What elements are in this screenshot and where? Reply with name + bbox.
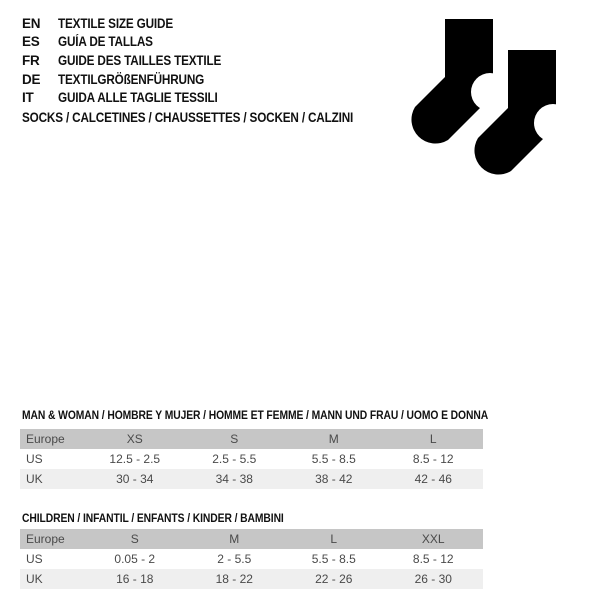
language-row-de [22, 70, 246, 89]
socks-icon [400, 0, 600, 190]
table-row-uk [20, 569, 483, 589]
size-table-children [20, 529, 483, 589]
size-table-adults [20, 429, 483, 489]
size-table-title-text: CHILDREN / INFANTIL / ENFANTS / KINDER / BAMBINI [22, 511, 284, 525]
size-value-cell: 5.5 - 8.5 [311, 552, 356, 566]
row-label-us: US [26, 452, 43, 466]
row-label-uk: UK [26, 572, 43, 586]
language-code: ES [22, 34, 40, 50]
language-code: FR [22, 52, 40, 68]
size-value-cell: 26 - 30 [414, 572, 452, 586]
language-label: GUIDA ALLE TAGLIE TESSILI [58, 90, 218, 106]
language-label: TEXTILGRÖßENFÜHRUNG [58, 71, 205, 87]
size-value-cell: 5.5 - 8.5 [311, 452, 356, 466]
table-header-row [20, 429, 483, 449]
category-line [22, 110, 403, 126]
table-header-row [20, 529, 483, 549]
size-value-cell: 22 - 26 [315, 572, 353, 586]
language-code: DE [22, 71, 41, 87]
language-row-fr [22, 51, 246, 70]
row-label-us: US [26, 552, 43, 566]
column-header-s: S [130, 532, 139, 546]
size-value-cell: 8.5 - 12 [412, 452, 454, 466]
category-line-text: SOCKS / CALCETINES / CHAUSSETTES / SOCKEN / CALZINI [22, 110, 354, 125]
table-row-uk [20, 469, 483, 489]
column-header-l: L [330, 532, 338, 546]
language-label: GUÍA DE TALLAS [58, 34, 153, 50]
size-value-cell: 0.05 - 2 [114, 552, 156, 566]
language-list [22, 14, 246, 107]
size-value-cell: 30 - 34 [116, 472, 154, 486]
size-value-cell: 42 - 46 [414, 472, 452, 486]
size-value-cell: 2.5 - 5.5 [212, 452, 257, 466]
row-label-uk: UK [26, 472, 43, 486]
column-header-europe: Europe [26, 532, 65, 546]
size-value-cell: 16 - 18 [116, 572, 154, 586]
column-header-s: S [230, 432, 239, 446]
size-value-cell: 18 - 22 [215, 572, 253, 586]
language-label: TEXTILE SIZE GUIDE [58, 15, 173, 31]
table-row-us [20, 449, 483, 469]
size-value-cell: 12.5 - 2.5 [109, 452, 161, 466]
language-row-en [22, 14, 246, 33]
size-table-title-adults [22, 408, 564, 422]
language-code: IT [22, 90, 34, 106]
column-header-m: M [328, 432, 339, 446]
size-value-cell: 34 - 38 [215, 472, 253, 486]
size-value-cell: 2 - 5.5 [217, 552, 252, 566]
size-table-title-children [22, 511, 326, 525]
column-header-m: M [229, 532, 240, 546]
size-table-title-text: MAN & WOMAN / HOMBRE Y MUJER / HOMME ET FEMME / MANN UND FRAU / UOMO E DONNA [22, 408, 489, 422]
column-header-xs: XS [126, 432, 143, 446]
language-row-es [22, 33, 246, 52]
language-row-it [22, 88, 246, 107]
language-label: GUIDE DES TAILLES TEXTILE [58, 52, 222, 68]
column-header-xxl: XXL [421, 532, 445, 546]
table-row-us [20, 549, 483, 569]
size-value-cell: 8.5 - 12 [412, 552, 454, 566]
column-header-l: L [429, 432, 437, 446]
column-header-europe: Europe [26, 432, 65, 446]
size-value-cell: 38 - 42 [315, 472, 353, 486]
language-code: EN [22, 15, 41, 31]
